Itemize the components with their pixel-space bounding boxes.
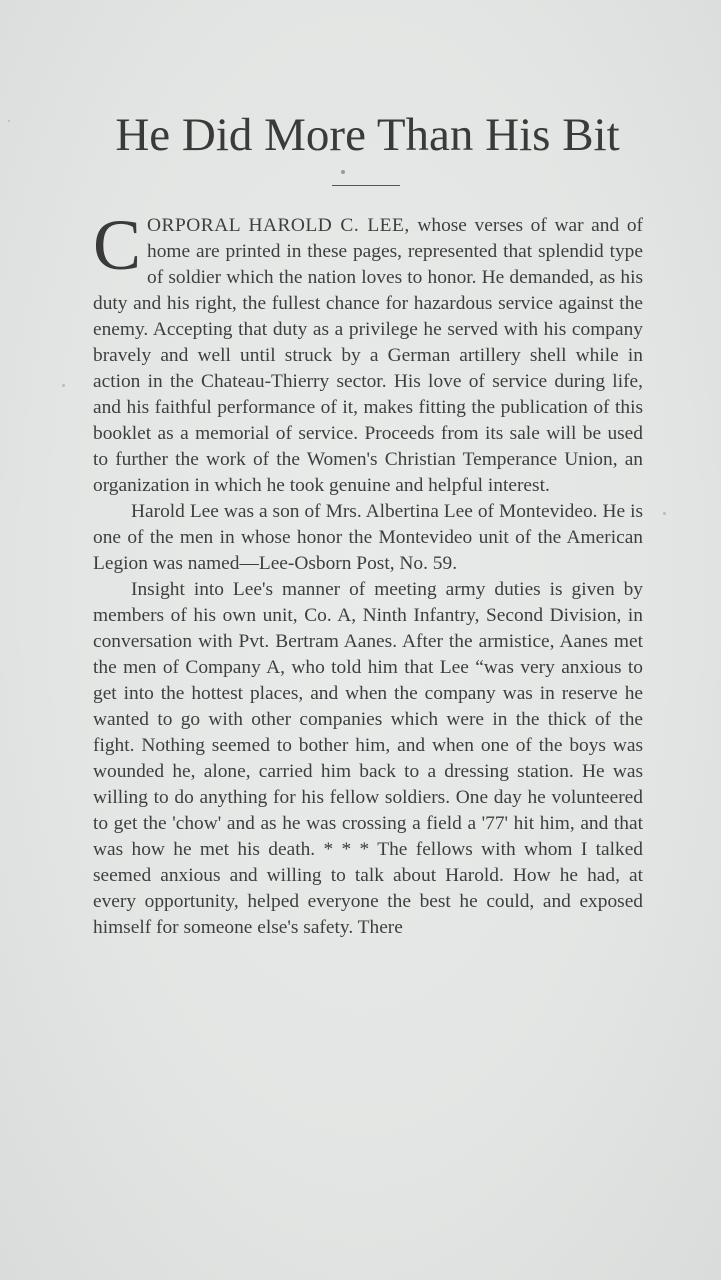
paragraph-1-text: whose verses of war and of home are printed in these pages, represented that splendid type of soldier which the nation loves to honor. He demanded, as his duty and his right, the fullest chance for hazardous service against the enemy. Accepting that duty as a privilege he served with his company bravely and well until struck by a German artillery shell while in action in the Chateau-Thierry sector. His love of service during life, and his faithful performance of it, makes fitting the publication of this booklet as a memorial of service. Proceeds from its sale will be used to further the work of the Women's Christian Temperance Union, an organization in which he took genuine and helpful interest.	[93, 215, 643, 496]
title-rule	[332, 185, 400, 186]
paper-speck	[62, 384, 65, 387]
paragraph-3: Insight into Lee's manner of meeting army duties is given by members of his own unit, Co. A, Ninth Infantry, Second Division, in conversation with Pvt. Bertram Aanes. After the armistice, Aanes met the men of Company A, who told him that Lee “was very anxious to get into the hottest places, and when the company was in reserve he wanted to go with other companies which were in the thick of the fight. Nothing seemed to bother him, and when one of the boys was wounded he, alone, carried him back to a dressing station. He was willing to do anything for his fellow soldiers. One day he volunteered to get the 'chow' and as he was crossing a field a '77' hit him, and that was how he met his death. * * * The fellows with whom I talked seemed anxious and willing to talk about Harold. How he had, at every opportunity, helped everyone the best he could, and exposed himself for someone else's safety. There	[93, 579, 643, 938]
paper-speck	[8, 120, 10, 122]
paragraph-2: Harold Lee was a son of Mrs. Albertina Lee of Montevideo. He is one of the men in whose honor the Montevideo unit of the American Legion was named—Lee-Osborn Post, No. 59.	[93, 501, 643, 574]
drop-cap: C	[93, 205, 142, 285]
article-title: He Did More Than His Bit	[115, 109, 620, 161]
article-body	[93, 205, 643, 941]
paragraph-1	[93, 205, 643, 499]
lead-in: ORPORAL HAROLD C. LEE,	[147, 215, 410, 236]
paper-speck	[663, 512, 666, 515]
ornament-dot	[341, 170, 345, 174]
